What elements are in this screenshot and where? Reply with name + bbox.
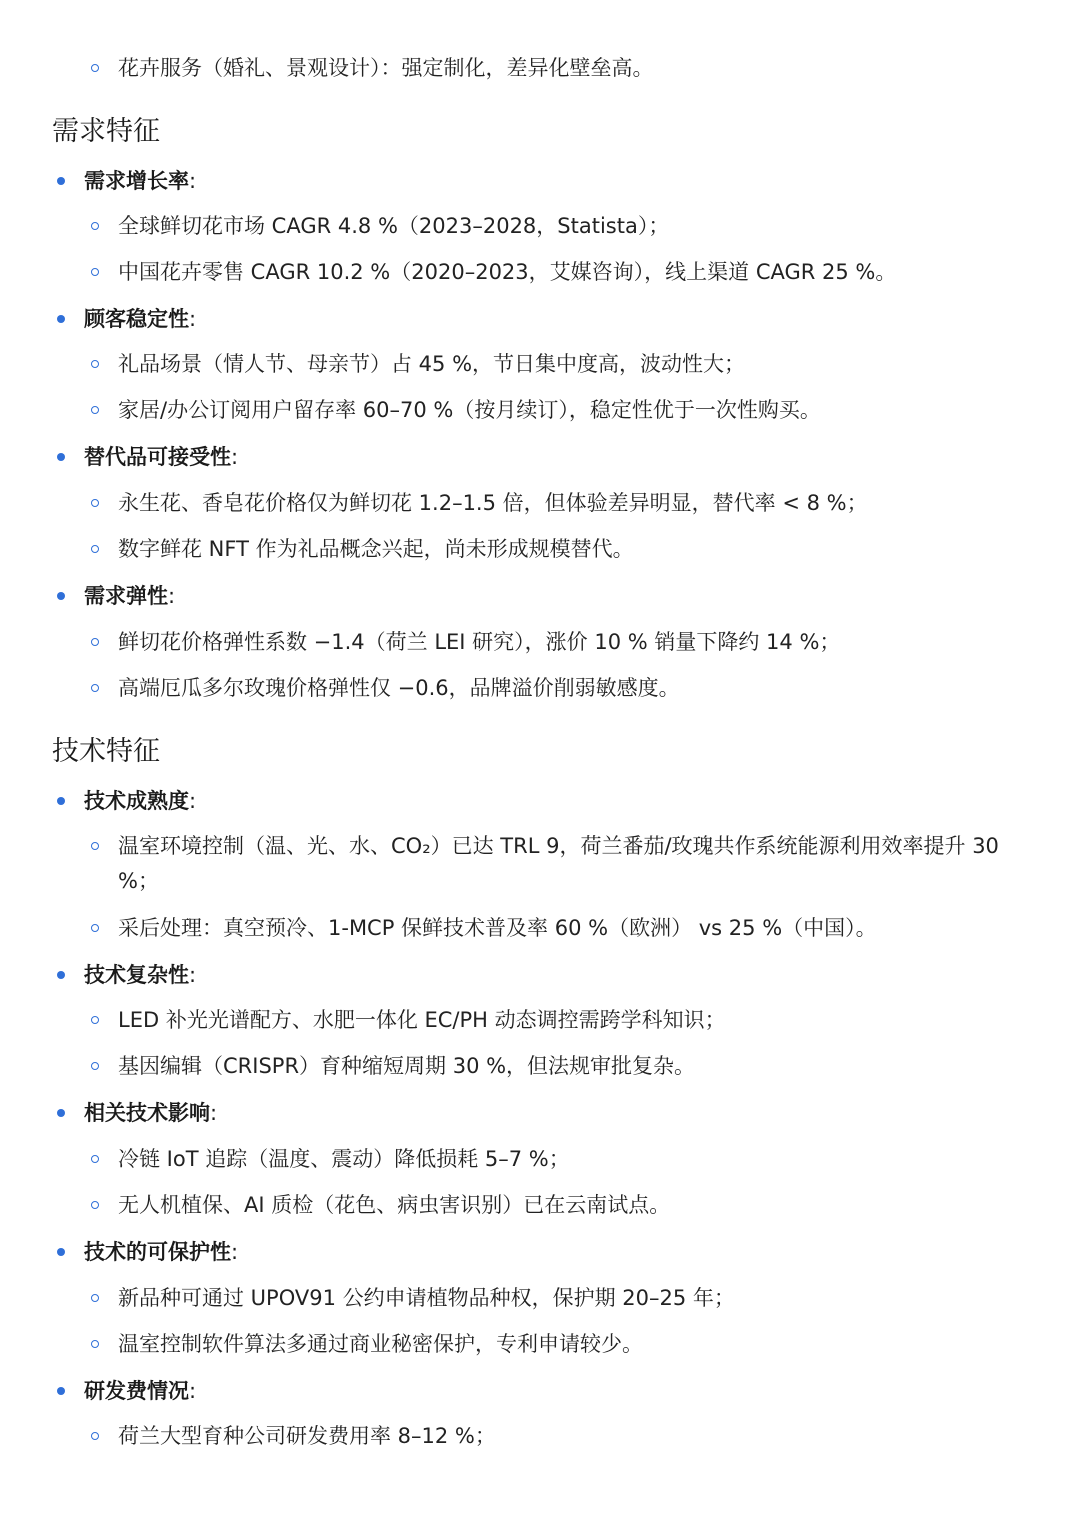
bullet-label: 技术的可保护性: [84, 1240, 231, 1264]
list-item: 无人机植保、AI 质检（花色、病虫害识别）已在云南试点。: [118, 1188, 1030, 1223]
bullet-substitute: 替代品可接受性:: [84, 442, 1040, 472]
list-item: 荷兰大型育种公司研发费用率 8–12 %；: [118, 1419, 1030, 1454]
list-item: 温室控制软件算法多通过商业秘密保护，专利申请较少。: [118, 1327, 1030, 1362]
list-item: 鲜切花价格弹性系数 −1.4（荷兰 LEI 研究），涨价 10 % 销量下降约 14 %；: [118, 625, 1030, 660]
bullet-stability: 顾客稳定性:: [84, 304, 1040, 334]
bullet-growth: 需求增长率:: [84, 166, 1040, 196]
bullet-label: 研发费情况: [84, 1379, 189, 1403]
list-item: 花卉服务（婚礼、景观设计）：强定制化，差异化壁垒高。: [118, 51, 1030, 86]
section-heading-tech: 技术特征: [52, 736, 160, 767]
list-item: 新品种可通过 UPOV91 公约申请植物品种权，保护期 20–25 年；: [118, 1281, 1030, 1316]
bullet-label: 相关技术影响: [84, 1101, 210, 1125]
bullet-label: 需求弹性: [84, 584, 168, 608]
bullet-label: 需求增长率: [84, 169, 189, 193]
bullet-label: 技术成熟度: [84, 789, 189, 813]
list-item: 中国花卉零售 CAGR 10.2 %（2020–2023，艾媒咨询），线上渠道 CAGR 25 %。: [118, 255, 1030, 290]
bullet-elasticity: 需求弹性:: [84, 581, 1040, 611]
list-item: 永生花、香皂花价格仅为鲜切花 1.2–1.5 倍，但体验差异明显，替代率 < 8 %；: [118, 486, 1030, 521]
list-item: 数字鲜花 NFT 作为礼品概念兴起，尚未形成规模替代。: [118, 532, 1030, 567]
list-item: 采后处理：真空预冷、1-MCP 保鲜技术普及率 60 %（欧洲） vs 25 %（中国）。: [118, 911, 1030, 946]
list-item: 家居/办公订阅用户留存率 60–70 %（按月续订），稳定性优于一次性购买。: [118, 393, 1030, 428]
list-item: 高端厄瓜多尔玫瑰价格弹性仅 −0.6，品牌溢价削弱敏感度。: [118, 671, 1030, 706]
list-item: 冷链 IoT 追踪（温度、震动）降低损耗 5–7 %；: [118, 1142, 1030, 1177]
list-item: 全球鲜切花市场 CAGR 4.8 %（2023–2028，Statista）；: [118, 209, 1030, 244]
bullet-label: 顾客稳定性: [84, 307, 189, 331]
bullet-rnd: 研发费情况:: [84, 1376, 1040, 1406]
list-item: 礼品场景（情人节、母亲节）占 45 %，节日集中度高，波动性大；: [118, 347, 1030, 382]
section-heading-demand: 需求特征: [52, 116, 160, 147]
bullet-protection: 技术的可保护性:: [84, 1237, 1040, 1267]
bullet-maturity: 技术成熟度:: [84, 786, 1040, 816]
list-item: 温室环境控制（温、光、水、CO₂）已达 TRL 9，荷兰番茄/玫瑰共作系统能源利用效率提升 30 %；: [118, 829, 1030, 899]
bullet-label: 替代品可接受性: [84, 445, 231, 469]
bullet-related: 相关技术影响:: [84, 1098, 1040, 1128]
bullet-label: 技术复杂性: [84, 963, 189, 987]
list-item: 基因编辑（CRISPR）育种缩短周期 30 %，但法规审批复杂。: [118, 1049, 1030, 1084]
bullet-complexity: 技术复杂性:: [84, 960, 1040, 990]
list-item: LED 补光光谱配方、水肥一体化 EC/PH 动态调控需跨学科知识；: [118, 1003, 1030, 1038]
